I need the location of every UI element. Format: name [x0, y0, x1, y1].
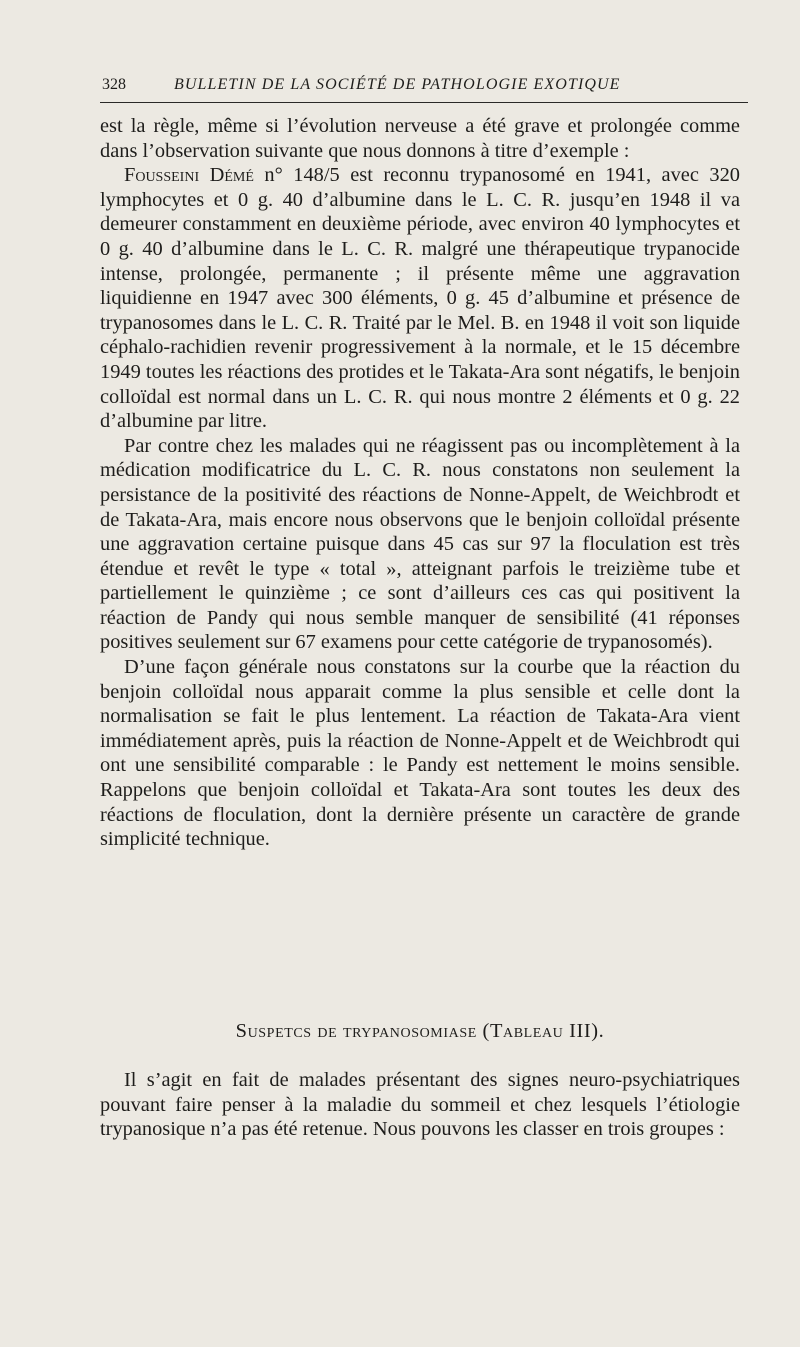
paragraph-observation [100, 163, 740, 434]
paragraph-suspects: Il s’agit en fait de malades présentant des signes neuro-psychiatriques pouvant faire penser à la maladie du sommeil et chez lesquels l’étiologie trypanosique n’a pas été retenue. Nous pouvons les classer en trois groupes : [100, 1069, 740, 1141]
running-head [100, 72, 748, 103]
section-heading: Suspetcs de trypanosomiase (Tableau III). [235, 1020, 605, 1042]
body-text [100, 114, 740, 852]
journal-title: BULLETIN DE LA SOCIÉTÉ DE PATHOLOGIE EXOTIQUE [174, 76, 621, 93]
section-text [100, 1068, 740, 1142]
observation-text: n° 148/5 est reconnu trypanosomé en 1941, avec 320 lymphocytes et 0 g. 40 d’albumine dans le L. C. R. jusqu’en 1948 il va demeurer constamment en deuxième période, avec environ 40 lymphocytes et 0 g. 40 d’albumine dans le L. C. R. malgré une thérapeutique trypanocide intense, prolongée, permanente ; il présente même une aggravation liquidienne en 1947 avec 300 éléments, 0 g. 45 d’albumine et présence de trypanosomes dans le L. C. R. Traité par le Mel. B. en 1948 il voit son liquide céphalo-rachidien revenir progressivement à la normale, et le 15 décembre 1949 toutes les réactions des protides et le Takata-Ara sont négatifs, le benjoin colloïdal est normal dans un L. C. R. qui nous montre 2 éléments et 0 g. 22 d’albumine par litre. [100, 164, 740, 433]
paragraph-general: D’une façon générale nous constatons sur la courbe que la réaction du benjoin colloïdal nous apparait comme la plus sensible et celle dont la normalisation se fait le plus lentement. La réaction de Takata-Ara vient immédiatement après, puis la réaction de Nonne-Appelt et de Weichbrodt qui ont une sensibilité comparable : le Pandy est nettement le moins sensible. Rappelons que benjoin colloïdal et Takata-Ara sont toutes les deux des réactions de floculation, dont la dernière présente un caractère de grande simplicité technique. [100, 656, 740, 851]
paragraph-continuation: est la règle, même si l’évolution nerveuse a été grave et prolongée comme dans l’observation suivante que nous donnons à titre d’exemple : [100, 115, 740, 162]
patient-name: Fousseini Démé [124, 164, 254, 187]
paragraph-non-responders: Par contre chez les malades qui ne réagissent pas ou incomplètement à la médication modificatrice du L. C. R. nous constatons non seulement la persistance de la positivité des réactions de Nonne-Appelt, de Weichbrodt et de Takata-Ara, mais encore nous observons que le benjoin colloïdal présente une aggravation certaine puisque dans 45 cas sur 97 la floculation est très étendue et revêt le type « total », atteignant parfois le treizième tube et partiellement le quinzième ; ce sont d’ailleurs ces cas qui positivent la réaction de Pandy qui nous semble manquer de sensibilité (41 réponses positives seulement sur 67 examens pour cette catégorie de trypanosomés). [100, 434, 740, 654]
page-number: 328 [102, 76, 126, 93]
